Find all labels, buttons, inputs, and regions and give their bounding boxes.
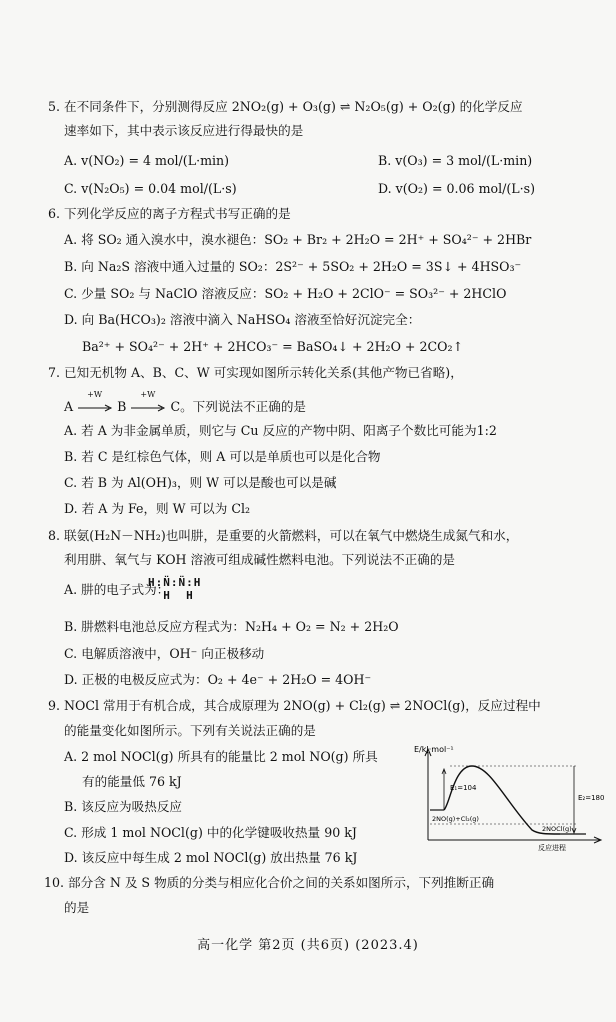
scheme-w1: +W [87, 390, 103, 399]
product-label: 2NOCl(g) [542, 825, 572, 833]
q8-option-a: A. 肼的电子式为： [64, 582, 170, 597]
energy-profile-diagram [410, 744, 606, 852]
e2-label: E₂=180 [578, 794, 605, 802]
q8-stem-cont: 利用肼、氧气与 KOH 溶液可组成碱性燃料电池。下列说法不正确的是 [64, 552, 456, 567]
arrow-right-icon [77, 390, 113, 414]
q9-option-c: C. 形成 1 mol NOCl(g) 中的化学键吸收热量 90 kJ [64, 825, 357, 840]
q7-stem: 7. 已知无机物 A、B、C、W 可实现如图所示转化关系(其他产物已省略)， [48, 365, 463, 380]
q8-option-d: D. 正极的电极反应式为：O₂ + 4e⁻ + 2H₂O = 4OH⁻ [64, 672, 372, 687]
q6-stem: 6. 下列化学反应的离子方程式书写正确的是 [48, 206, 291, 221]
arrow-right-icon [130, 390, 166, 414]
q9-option-a: A. 2 mol NOCl(g) 所具有的能量比 2 mol NO(g) 所具 [64, 749, 378, 764]
y-axis-label: E/kJ·mol⁻¹ [414, 745, 454, 754]
q10-stem: 10. 部分含 N 及 S 物质的分类与相应化合价之间的关系如图所示，下列推断正确 [44, 875, 495, 890]
electron-formula-line1: H:N̈:N̈:H [148, 576, 202, 589]
q6-option-d-equation: Ba²⁺ + SO₄²⁻ + 2H⁺ + 2HCO₃⁻ = BaSO₄↓ + 2H₂O + 2CO₂↑ [82, 339, 464, 354]
q7-option-d: D. 若 A 为 Fe，则 W 可以为 Cl₂ [64, 501, 251, 516]
q6-option-b: B. 向 Na₂S 溶液中通入过量的 SO₂：2S²⁻ + 5SO₂ + 2H₂O = 3S↓ + 4HSO₃⁻ [64, 259, 522, 274]
scheme-c: C [170, 399, 181, 414]
page-footer: 高一化学 第2页 (共6页) (2023.4) [197, 938, 419, 953]
hydrazine-electron-formula [148, 576, 201, 602]
scheme-w2: +W [140, 390, 156, 399]
q9-option-a-cont: 有的能量低 76 kJ [82, 774, 182, 789]
q9-option-b: B. 该反应为吸热反应 [64, 799, 183, 814]
scheme-b: B [117, 399, 127, 414]
q7-scheme [64, 390, 307, 415]
q9-stem: 9. NOCl 常用于有机合成，其合成原理为 2NO(g) + Cl₂(g) ⇌ 2NOCl(g)，反应过程中 [48, 698, 541, 713]
q9-option-d: D. 该反应中每生成 2 mol NOCl(g) 放出热量 76 kJ [64, 850, 358, 865]
reactant-label: 2NO(g)+Cl₂(g) [432, 815, 479, 823]
electron-formula-line2: H H [148, 589, 194, 602]
q5-option-b: B. v(O₃) = 3 mol/(L·min) [378, 153, 533, 168]
q7-stem-tail: 。下列说法不正确的是 [180, 399, 307, 414]
q5-stem: 5. 在不同条件下，分别测得反应 2NO₂(g) + O₃(g) ⇌ N₂O₅(g) + O₂(g) 的化学反应 [48, 99, 523, 114]
q5-option-c: C. v(N₂O₅) = 0.04 mol/(L·s) [64, 181, 237, 196]
x-axis-label: 反应进程 [538, 844, 566, 852]
q5-option-d: D. v(O₂) = 0.06 mol/(L·s) [378, 181, 536, 196]
q6-option-d: D. 向 Ba(HCO₃)₂ 溶液中滴入 NaHSO₄ 溶液至恰好沉淀完全： [64, 312, 421, 327]
scheme-a: A [64, 399, 74, 414]
q6-option-c: C. 少量 SO₂ 与 NaClO 溶液反应：SO₂ + H₂O + 2ClO⁻ = SO₃²⁻ + 2HClO [64, 286, 507, 301]
q5-option-a: A. v(NO₂) = 4 mol/(L·min) [64, 153, 230, 168]
q8-stem: 8. 联氨(H₂N－NH₂)也叫肼，是重要的火箭燃料，可以在氧气中燃烧生成氮气和水， [48, 528, 519, 543]
q8-option-c: C. 电解质溶液中，OH⁻ 向正极移动 [64, 646, 265, 661]
q5-stem-cont: 速率如下，其中表示该反应进行得最快的是 [64, 123, 304, 138]
q9-stem-cont: 的能量变化如图所示。下列有关说法正确的是 [64, 723, 316, 738]
q8-option-b: B. 肼燃料电池总反应方程式为：N₂H₄ + O₂ = N₂ + 2H₂O [64, 619, 399, 634]
q7-option-c: C. 若 B 为 Al(OH)₃，则 W 可以是酸也可以是碱 [64, 475, 337, 490]
q7-option-a: A. 若 A 为非金属单质，则它与 Cu 反应的产物中阴、阳离子个数比可能为1:2 [64, 423, 497, 438]
e1-label: E₁=104 [450, 784, 477, 792]
q10-stem-cont: 的是 [64, 900, 90, 915]
q7-option-b: B. 若 C 是红棕色气体，则 A 可以是单质也可以是化合物 [64, 449, 381, 464]
q6-option-a: A. 将 SO₂ 通入溴水中，溴水褪色：SO₂ + Br₂ + 2H₂O = 2H⁺ + SO₄²⁻ + 2HBr [64, 232, 532, 247]
